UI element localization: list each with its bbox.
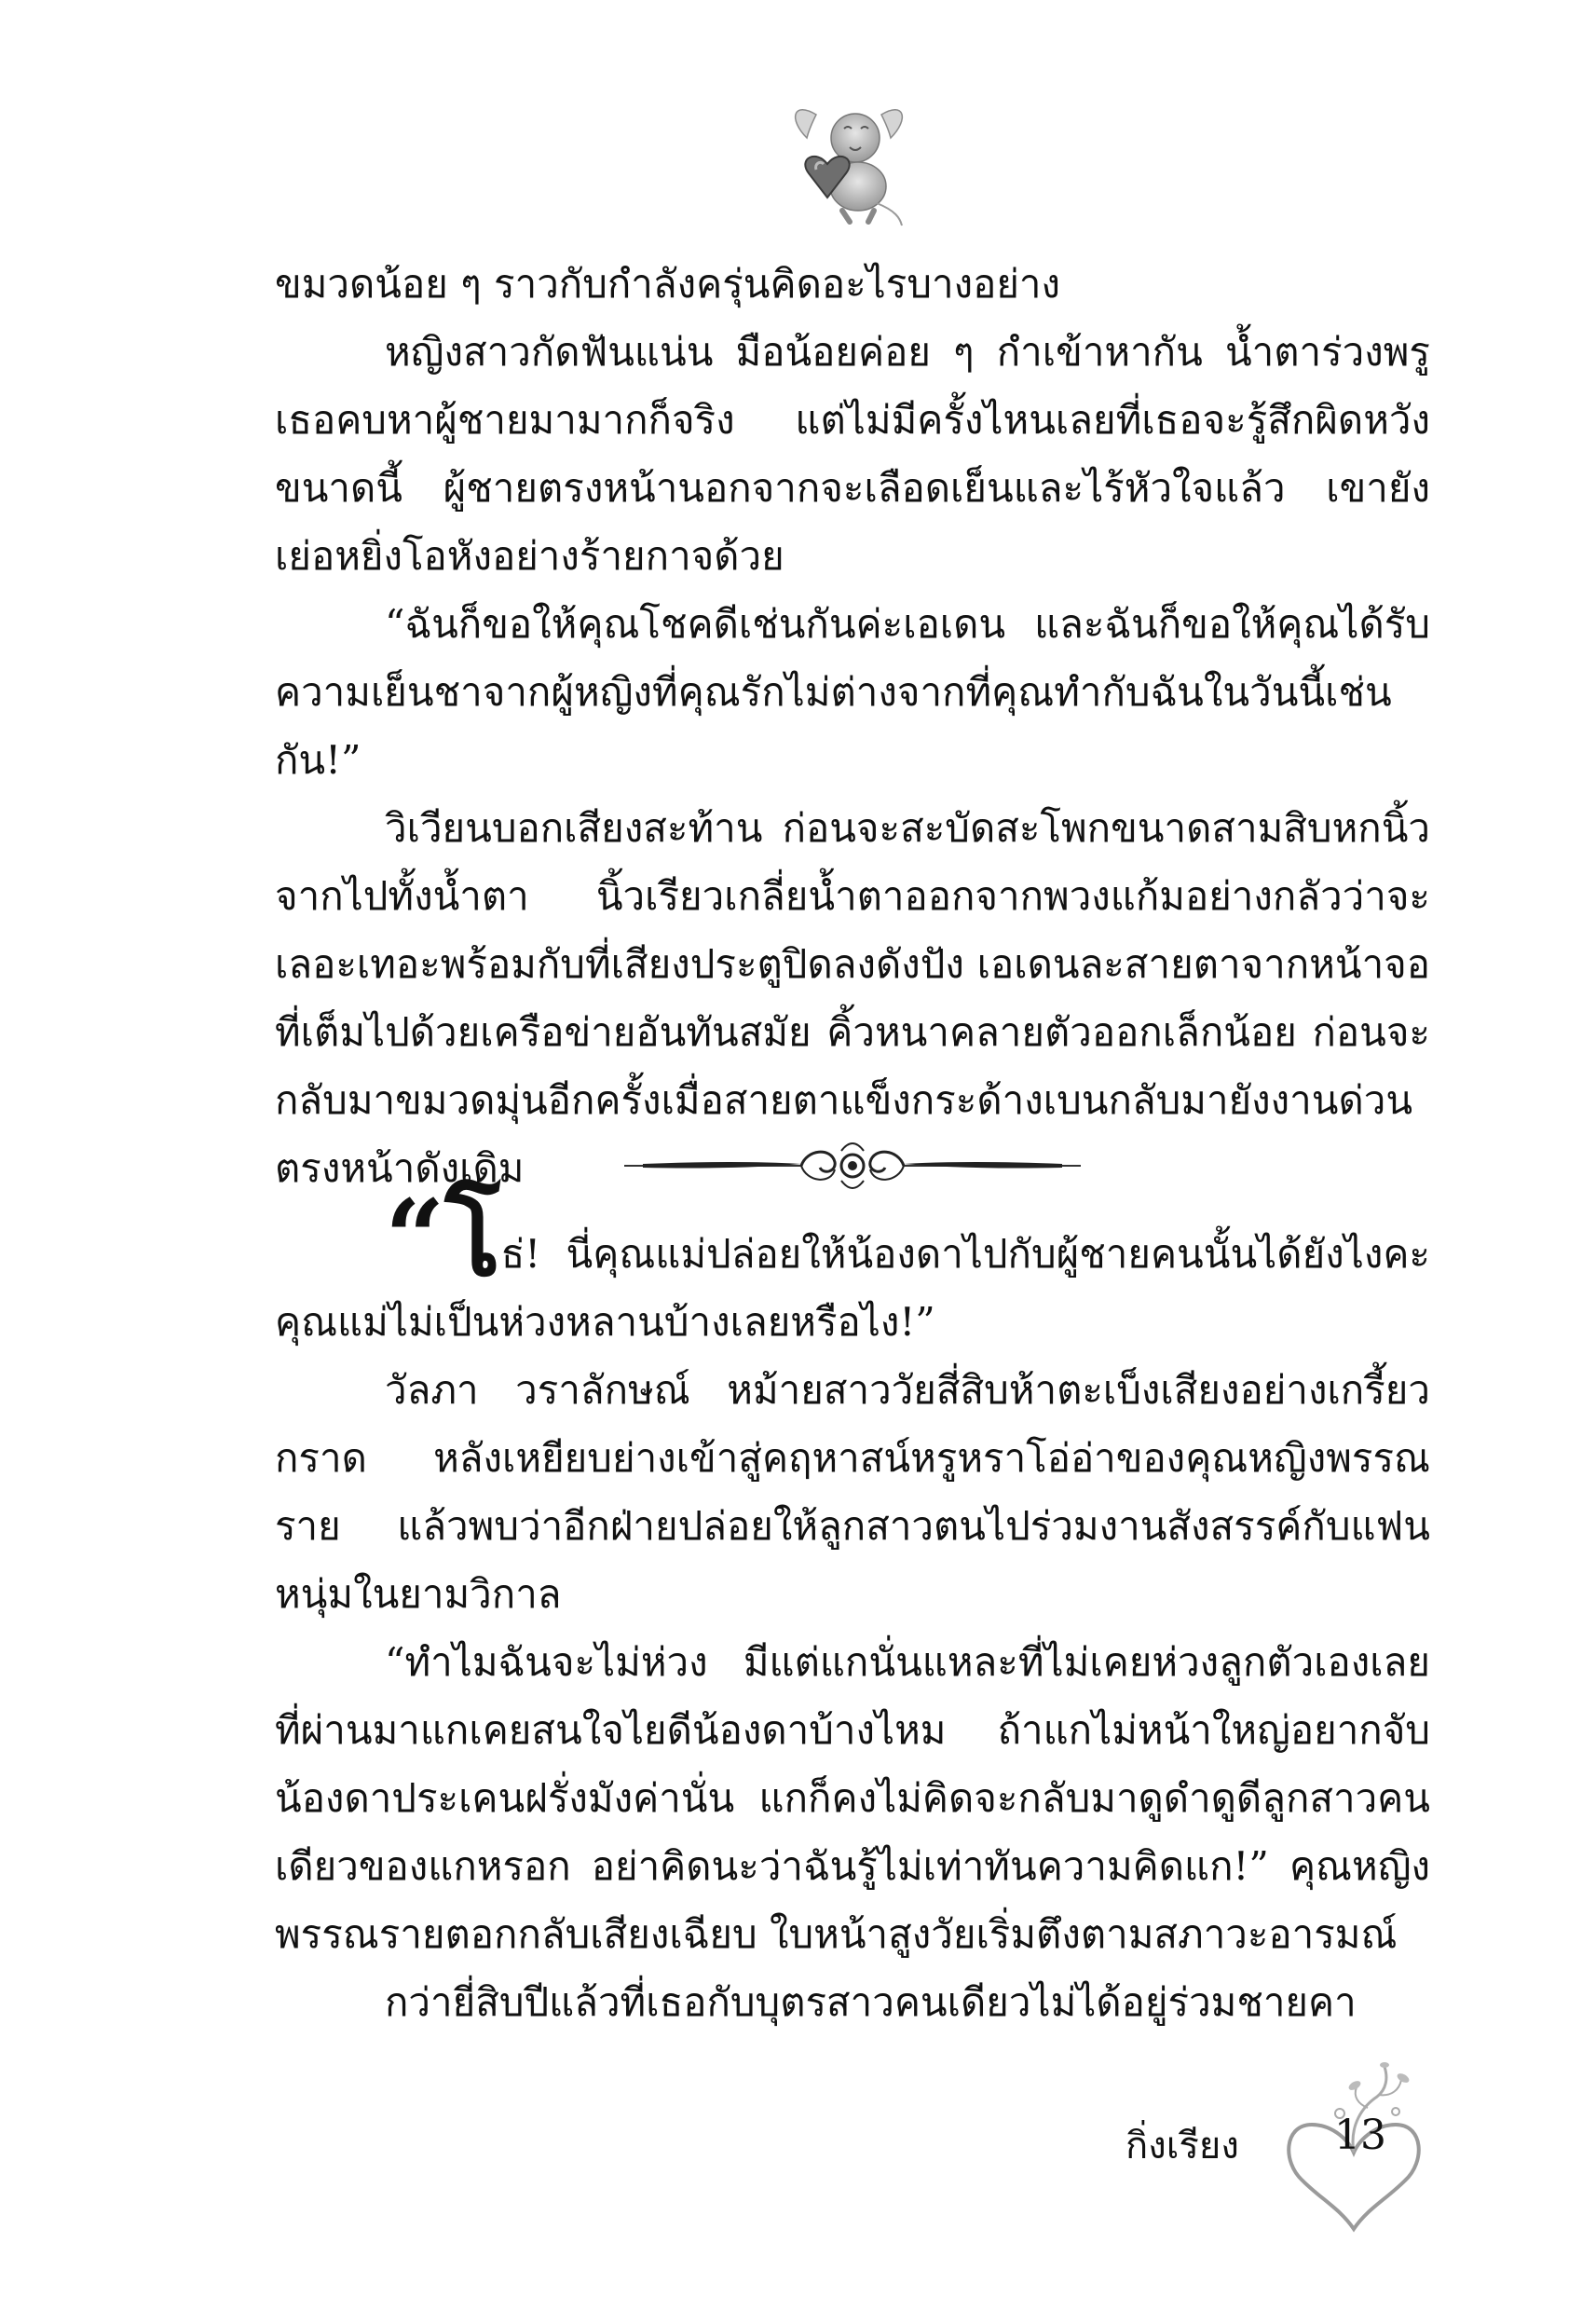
paragraph-4: วิเวียนบอกเสียงสะท้าน ก่อนจะสะบัดสะโพกขนาดสามสิบหกนิ้วจากไปทั้งน้ำตา นิ้วเรียวเกลี่ยน้ำตาออกจากพวงแก้มอย่างกลัวว่าจะเลอะเทอะพร้อมกับที่เสียงประตูปิดลงดังปัง เอเดนละสายตาจากหน้าจอที่เต็มไปด้วยเครือข่ายอันทันสมัย คิ้วหนาคลายตัวออกเล็กน้อย ก่อนจะกลับมาขมวดมุ่นอีกครั้งเมื่อสายตาแข็งกระด้างเบนกลับมายังงานด่วนตรงหน้าดังเดิม [275,805,1430,1191]
opening-paragraph-text: ธ่! นี่คุณแม่ปล่อยให้น้องดาไปกับผู้ชายคนนั้นได้ยังไงคะ คุณแม่ไม่เป็นห่วงหลานบ้างเลยหรือไง!” [275,1231,1430,1345]
paragraph-6: “ทำไมฉันจะไม่ห่วง มีแต่แกนั่นแหละที่ไม่เคยห่วงลูกตัวเองเลย ที่ผ่านมาแกเคยสนใจไยดีน้องดาบ้างไหม ถ้าแกไม่หน้าใหญ่อยากจับน้องดาประเคนฝรั่งมังค่านั่น แกก็คงไม่คิดจะกลับมาดูดำดูดีลูกสาวคนเดียวของแกหรอก อย่าคิดนะว่าฉันรู้ไม่เท่าทันความคิดแก!” คุณหญิงพรรณรายตอกกลับเสียงเฉียบ ใบหน้าสูงวัยเริ่มตึงตามสภาวะอารมณ์ [275,1639,1430,1957]
scroll-ornament-icon [624,1132,1081,1199]
book-title: กิ่งเรียง [1125,2125,1239,2167]
section-one [275,250,1430,1202]
paragraph-3: “ฉันก็ขอให้คุณโชคดีเช่นกันค่ะเอเดน และฉันก็ขอให้คุณได้รับความเย็นชาจากผู้หญิงที่คุณรักไม่ต่างจากที่คุณทำกับฉันในวันนี้เช่นกัน!” [275,601,1430,783]
section-two [275,1178,1430,2036]
paragraph-1: ขมวดน้อย ๆ ราวกับกำลังครุ่นคิดอะไรบางอย่าง [275,261,1061,307]
opening-paragraph [275,1178,1430,1356]
drop-cap-quote: “ [385,1178,445,1300]
paragraph-5: วัลภา วราลักษณ์ หม้ายสาววัยสี่สิบห้าตะเบ็งเสียงอย่างเกรี้ยวกราด หลังเหยียบย่างเข้าสู่คฤหาสน์หรูหราโอ่อ่าของคุณหญิงพรรณราย แล้วพบว่าอีกฝ่ายปล่อยให้ลูกสาวตนไปร่วมงานสังสรรค์กับแฟนหนุ่มในยามวิกาล [275,1367,1430,1617]
page-number: 13 [1334,2112,1386,2159]
paragraph-2: หญิงสาวกัดฟันแน่น มือน้อยค่อย ๆ กำเข้าหากัน น้ำตาร่วงพรู เธอคบหาผู้ชายมามากก็จริง แต่ไม่มีครั้งไหนเลยที่เธอจะรู้สึกผิดหวังขนาดนี้ ผู้ชายตรงหน้านอกจากจะเลือดเย็นและไร้หัวใจแล้ว เขายังเย่อหยิ่งโอหังอย่างร้ายกาจด้วย [275,329,1430,579]
paragraph-7: กว่ายี่สิบปีแล้วที่เธอกับบุตรสาวคนเดียวไม่ได้อยู่ร่วมชายคา [385,1979,1357,2025]
drop-cap-letter: โ [444,1178,501,1300]
cupid-with-heart-icon [788,101,909,231]
